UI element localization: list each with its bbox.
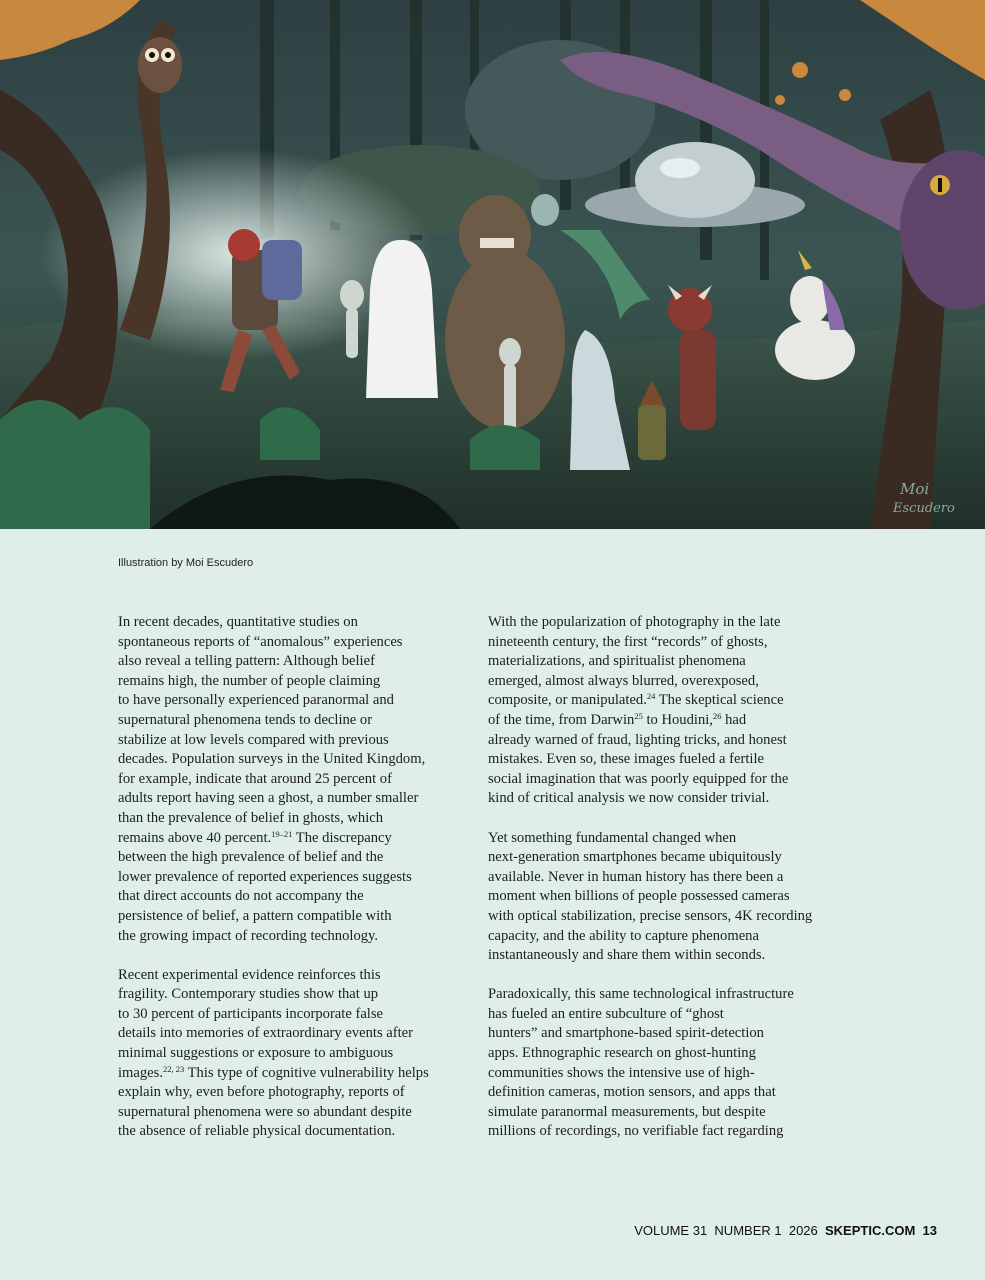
text-line: simulate paranormal measurements, but despite bbox=[488, 1103, 766, 1120]
text-line: the absence of reliable physical documentation. bbox=[118, 1123, 396, 1140]
text-fragment: to Houdini, bbox=[642, 711, 713, 728]
text-line bbox=[488, 711, 848, 731]
footnote-ref: 26 bbox=[712, 710, 722, 721]
owl bbox=[138, 37, 182, 93]
text-line: details into memories of extraordinary events after bbox=[118, 1025, 414, 1042]
text-line: nineteenth century, the first “records” of ghosts, bbox=[488, 633, 768, 650]
text-line: than the prevalence of belief in ghosts, which bbox=[118, 809, 384, 826]
site-name: SKEPTIC.COM bbox=[825, 1223, 916, 1238]
text-line: hunters” and smartphone-based spirit-detection bbox=[488, 1025, 764, 1042]
text-line: In recent decades, quantitative studies on bbox=[118, 614, 358, 630]
text-fragment: This type of cognitive vulnerability helps bbox=[184, 1064, 429, 1081]
text-line: has fueled an entire subculture of “ghost bbox=[488, 1005, 724, 1022]
issue-number: NUMBER 1 bbox=[714, 1223, 782, 1238]
text-line bbox=[118, 1064, 470, 1084]
text-line: Recent experimental evidence reinforces this bbox=[118, 966, 381, 983]
text-line: to have personally experienced paranormal and bbox=[118, 692, 394, 709]
text-line: supernatural phenomena were so abundant despite bbox=[118, 1103, 412, 1120]
text-line: definition cameras, motion sensors, and apps that bbox=[488, 1084, 776, 1101]
text-line: decades. Population surveys in the United Kingdom, bbox=[118, 751, 426, 768]
paragraph bbox=[488, 985, 848, 1142]
text-line: mistakes. Even so, these images fueled a fertile bbox=[488, 751, 764, 768]
text-line: for example, indicate that around 25 percent of bbox=[118, 770, 392, 787]
footnote-ref: 24 bbox=[646, 691, 656, 702]
text-line: remains high, the number of people claiming bbox=[118, 672, 381, 689]
article-column-right bbox=[488, 613, 848, 1162]
text-fragment: composite, or manipulated. bbox=[488, 692, 647, 709]
signature-line2: Escudero bbox=[893, 501, 955, 516]
text-line: millions of recordings, no verifiable fact regarding bbox=[488, 1123, 784, 1140]
text-line: emerged, almost always blurred, overexposed, bbox=[488, 672, 759, 689]
text-line: minimal suggestions or exposure to ambiguous bbox=[118, 1045, 394, 1062]
image-caption: Illustration by Moi Escudero bbox=[118, 557, 254, 569]
text-fragment: remains above 40 percent. bbox=[118, 829, 272, 846]
footnote-ref: 22, 23 bbox=[163, 1063, 185, 1074]
text-fragment: The skeptical science bbox=[655, 692, 784, 709]
volume-label: VOLUME 31 bbox=[634, 1223, 708, 1238]
text-line: materializations, and spiritualist phenomena bbox=[488, 653, 746, 670]
paragraph bbox=[118, 966, 470, 1142]
text-fragment: images. bbox=[118, 1064, 163, 1081]
text-line: spontaneous reports of “anomalous” experiences bbox=[118, 633, 403, 650]
text-line: explain why, even before photography, reports of bbox=[118, 1084, 405, 1101]
text-line: fragility. Contemporary studies show that up bbox=[118, 986, 379, 1003]
text-fragment: of the time, from Darwin bbox=[488, 711, 635, 728]
text-line bbox=[118, 829, 470, 849]
paragraph bbox=[488, 829, 848, 966]
text-line: kind of critical analysis we now consider trivial. bbox=[488, 790, 770, 807]
text-fragment: had bbox=[721, 711, 747, 728]
text-line: Yet something fundamental changed when bbox=[488, 829, 737, 846]
page-number: 13 bbox=[922, 1223, 937, 1238]
text-line: that direct accounts do not accompany the bbox=[118, 888, 364, 905]
text-line: between the high prevalence of belief and the bbox=[118, 849, 384, 866]
issue-year: 2026 bbox=[788, 1223, 818, 1238]
text-line: stabilize at low levels compared with previous bbox=[118, 731, 389, 748]
text-line: communities shows the intensive use of high- bbox=[488, 1064, 755, 1081]
text-line: already warned of fraud, lighting tricks, and honest bbox=[488, 731, 787, 748]
text-line: also reveal a telling pattern: Although belief bbox=[118, 653, 375, 670]
text-line: social imagination that was poorly equipped for the bbox=[488, 770, 789, 787]
text-line: capacity, and the ability to capture phenomena bbox=[488, 927, 759, 944]
text-line: the growing impact of recording technology. bbox=[118, 927, 379, 944]
text-line: persistence of belief, a pattern compatible with bbox=[118, 907, 392, 924]
text-line: with optical stabilization, precise sensors, 4K recording bbox=[488, 907, 813, 924]
text-line: supernatural phenomena tends to decline or bbox=[118, 711, 373, 728]
footnote-ref: 25 bbox=[634, 710, 643, 721]
text-fragment: The discrepancy bbox=[292, 829, 392, 846]
text-line: lower prevalence of reported experiences suggests bbox=[118, 868, 412, 885]
text-line: adults report having seen a ghost, a number smaller bbox=[118, 790, 419, 807]
text-line: apps. Ethnographic research on ghost-hunting bbox=[488, 1045, 756, 1062]
paragraph bbox=[118, 613, 470, 946]
page-footer bbox=[634, 1223, 937, 1238]
illustration-art bbox=[0, 0, 985, 529]
text-line: to 30 percent of participants incorporate false bbox=[118, 1005, 384, 1022]
article-column-left bbox=[118, 613, 470, 1162]
illustration bbox=[0, 0, 985, 529]
text-line: available. Never in human history has there been a bbox=[488, 868, 784, 885]
text-line: Paradoxically, this same technological infrastructure bbox=[488, 986, 794, 1003]
paragraph bbox=[488, 613, 848, 809]
text-line: next-generation smartphones became ubiquitously bbox=[488, 849, 782, 866]
footnote-ref: 19–21 bbox=[271, 828, 293, 839]
text-line bbox=[488, 691, 848, 711]
text-line: moment when billions of people possessed cameras bbox=[488, 888, 790, 905]
signature-line1: Moi bbox=[900, 480, 930, 498]
ghost bbox=[366, 240, 438, 398]
text-line: instantaneously and share them within seconds. bbox=[488, 947, 766, 964]
text-line: With the popularization of photography in the late bbox=[488, 614, 781, 630]
